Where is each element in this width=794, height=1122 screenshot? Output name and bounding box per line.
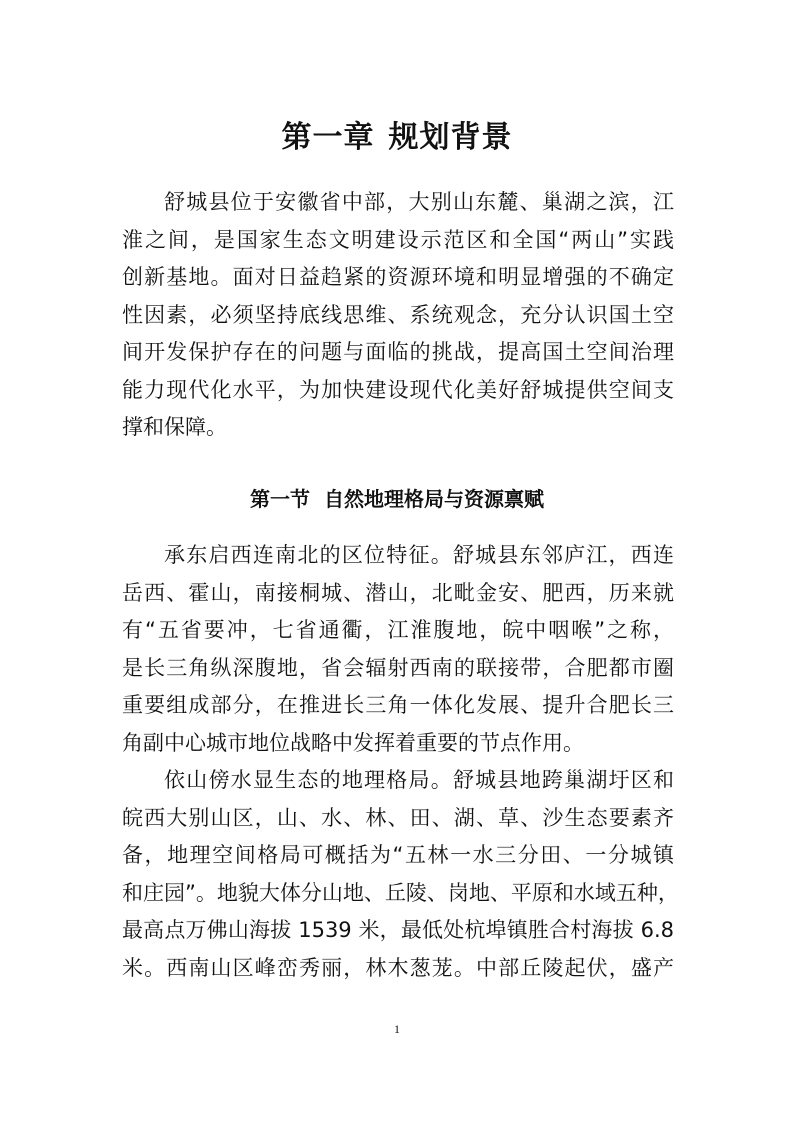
paragraph-line: 舒城县位于安徽省中部，大别山东麓、巢湖之滨，江 bbox=[164, 190, 674, 214]
paragraph-line: 依山傍水显生态的地理格局。舒城县地跨巢湖圩区和 bbox=[164, 768, 674, 792]
chapter-number: 第一章 bbox=[281, 120, 375, 155]
geography-paragraph bbox=[122, 762, 679, 987]
paragraph-line: 和庄园”。地貌大体分山地、丘陵、岗地、平原和水域五种， bbox=[122, 880, 679, 905]
paragraph-line: 最高点万佛山海拔 1539 米，最低处杭埠镇胜合村海拔 6.8 bbox=[122, 918, 674, 942]
paragraph-line: 岳西、霍山，南接桐城、潜山，北毗金安、肥西，历来就 bbox=[122, 580, 674, 605]
section-title: 第一节 自然地理格局与资源禀赋 bbox=[250, 487, 544, 511]
paragraph-line: 承东启西连南北的区位特征。舒城县东邻庐江，西连 bbox=[164, 543, 674, 567]
paragraph-line: 创新基地。面对日益趋紧的资源环境和明显增强的不确定 bbox=[122, 265, 674, 289]
paragraph-line: 有“五省要冲，七省通衢，江淮腹地，皖中咽喉”之称， bbox=[122, 618, 674, 642]
paragraph-line: 撑和保障。 bbox=[122, 415, 227, 439]
paragraph-line: 皖西大别山区，山、水、林、田、湖、草、沙生态要素齐 bbox=[122, 805, 674, 830]
paragraph-line: 间开发保护存在的问题与面临的挑战，提高国土空间治理 bbox=[122, 340, 674, 364]
paragraph-line: 重要组成部分，在推进长三角一体化发展、提升合肥长三 bbox=[122, 693, 674, 717]
chapter-title bbox=[0, 118, 794, 158]
paragraph-line: 角副中心城市地位战略中发挥着重要的节点作用。 bbox=[122, 730, 584, 755]
location-paragraph bbox=[122, 537, 674, 762]
paragraph-line: 是长三角纵深腹地，省会辐射西南的联接带，合肥都市圈 bbox=[122, 655, 674, 680]
paragraph-line: 性因素，必须坚持底线思维、系统观念，充分认识国土空 bbox=[122, 302, 674, 327]
paragraph-line: 淮之间，是国家生态文明建设示范区和全国“两山”实践 bbox=[122, 227, 674, 252]
page-number: 1 bbox=[394, 1022, 400, 1036]
paragraph-line: 米。西南山区峰峦秀丽，林木葱茏。中部丘陵起伏，盛产 bbox=[122, 955, 674, 980]
paragraph-line: 备，地理空间格局可概括为“五林一水三分田、一分城镇 bbox=[122, 843, 674, 867]
intro-paragraph bbox=[122, 184, 674, 447]
chapter-name: 规划背景 bbox=[388, 120, 513, 155]
paragraph-line: 能力现代化水平，为加快建设现代化美好舒城提供空间支 bbox=[122, 377, 674, 402]
